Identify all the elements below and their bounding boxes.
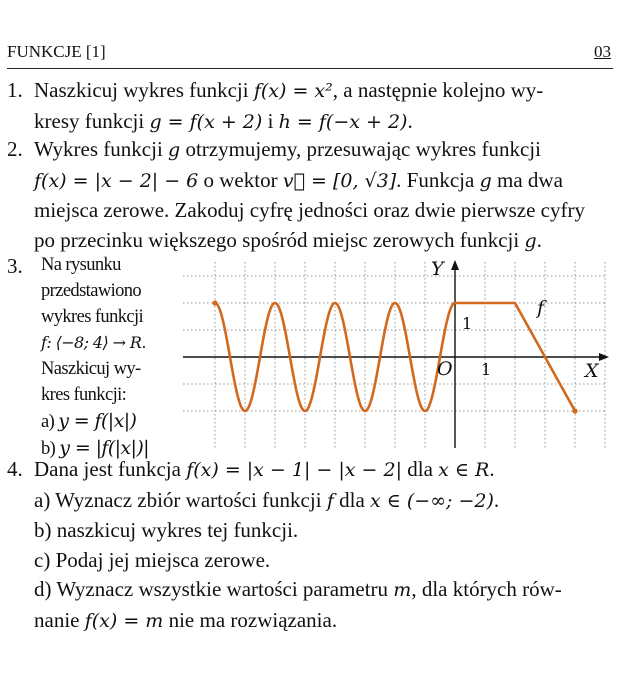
- text: kresy funkcji: [34, 108, 150, 133]
- problem-2: [7, 135, 608, 256]
- text: o wektor: [198, 167, 283, 192]
- math: v⃗ = [0, √3]: [282, 169, 397, 192]
- math: f(x) = |x − 1| − |x − 2|: [186, 459, 402, 481]
- y-axis-arrow: [451, 260, 459, 270]
- text: , dla których rów-: [411, 577, 562, 601]
- problem-number: 3.: [7, 254, 23, 278]
- function-label: f: [537, 297, 545, 319]
- text: otrzymujemy, przesuwając wykres funkcji: [180, 137, 541, 161]
- math: m: [393, 579, 412, 601]
- text: i: [262, 108, 279, 133]
- p3-line-4: f: ⟨−8; 4⟩ → R.: [41, 333, 146, 352]
- text: ma dwa: [491, 167, 563, 192]
- math: y = f(|x|): [58, 410, 137, 432]
- math: h = f(−x + 2): [278, 110, 408, 133]
- text: a) Wyznacz zbiór wartości funkcji: [34, 487, 327, 512]
- problem-number: 2.: [7, 137, 23, 161]
- text: d) Wyznacz wszystkie wartości parametru: [34, 577, 394, 601]
- text: b): [41, 439, 60, 459]
- text: .: [536, 227, 542, 252]
- curve-endpoint: [212, 300, 217, 305]
- function-graph: [183, 258, 613, 448]
- problem-4-item-d-line-1: [34, 575, 608, 606]
- problem-4-item-a: [34, 486, 608, 517]
- origin-label: O: [437, 358, 453, 380]
- math: x ∈ (−∞; −2): [370, 489, 494, 512]
- text: dla: [333, 487, 371, 512]
- p3-item-a: [41, 408, 191, 435]
- text: a): [41, 412, 59, 432]
- math: g: [524, 229, 537, 252]
- p3-line-5: Naszkicuj wy-: [41, 359, 141, 379]
- text: Dana jest funkcja: [34, 457, 187, 481]
- text: nie ma rozwiązania.: [163, 607, 338, 632]
- page-number: 03: [594, 42, 611, 61]
- p3-line-1: Na rysunku: [41, 255, 121, 275]
- p3-line-2: przedstawiono: [41, 281, 142, 301]
- problem-number: 4.: [7, 457, 23, 481]
- problem-4-item-b: b) naszkicuj wykres tej funkcji.: [34, 518, 299, 542]
- math: f(x) = |x − 2| − 6: [34, 169, 199, 192]
- math: g = f(x + 2): [149, 110, 263, 133]
- text: nanie: [34, 607, 85, 632]
- x-tick-label: 1: [481, 360, 492, 379]
- problem-2-line-3: miejsca zerowe. Zakoduj cyfrę jedności oraz dwie pierwsze cyfry: [34, 198, 585, 222]
- problem-4-item-d-line-2: [34, 606, 608, 637]
- y-tick-label: 1: [462, 314, 473, 333]
- text: .: [493, 487, 500, 512]
- math: y = |f(|x|)|: [59, 437, 149, 459]
- x-axis-label: X: [585, 360, 599, 382]
- problem-1: [7, 76, 608, 137]
- problem-3: [7, 252, 192, 459]
- problem-1-line-2: [34, 107, 608, 138]
- page-header: [7, 42, 613, 69]
- problem-4-line-1: [34, 455, 608, 486]
- problem-4-item-c: c) Podaj jej miejsca zerowe.: [34, 547, 271, 572]
- math: x ∈ R: [438, 459, 490, 481]
- problem-3-text: [41, 252, 191, 462]
- problem-2-line-1: [34, 135, 608, 166]
- text: Wykres funkcji: [34, 137, 169, 161]
- p3-line-3: wykres funkcji: [41, 307, 144, 327]
- p3-line-6: kres funkcji:: [41, 385, 127, 405]
- y-axis-label: Y: [431, 258, 444, 280]
- math: f(x) = m: [84, 609, 164, 632]
- x-axis-arrow: [599, 353, 609, 361]
- math: g: [168, 139, 181, 161]
- curve-endpoint: [572, 408, 577, 413]
- text: . Funkcja: [396, 167, 480, 192]
- math: g: [479, 169, 492, 192]
- problem-2-line-2: [34, 166, 608, 197]
- text: .: [489, 457, 495, 481]
- text: Naszkicuj wykres funkcji: [34, 78, 254, 102]
- problem-number: 1.: [7, 78, 23, 102]
- text: , a następnie kolejno wy-: [332, 78, 544, 102]
- problem-1-line-1: [34, 76, 608, 107]
- section-title: FUNKCJE [1]: [7, 42, 106, 61]
- math: f: [326, 489, 334, 512]
- text: po przecinku większego spośród miejsc zerowych funkcji: [34, 227, 525, 252]
- math: f(x) = x²: [253, 80, 333, 102]
- problem-4: [7, 455, 608, 636]
- text: .: [407, 108, 413, 133]
- text: dla: [402, 457, 439, 481]
